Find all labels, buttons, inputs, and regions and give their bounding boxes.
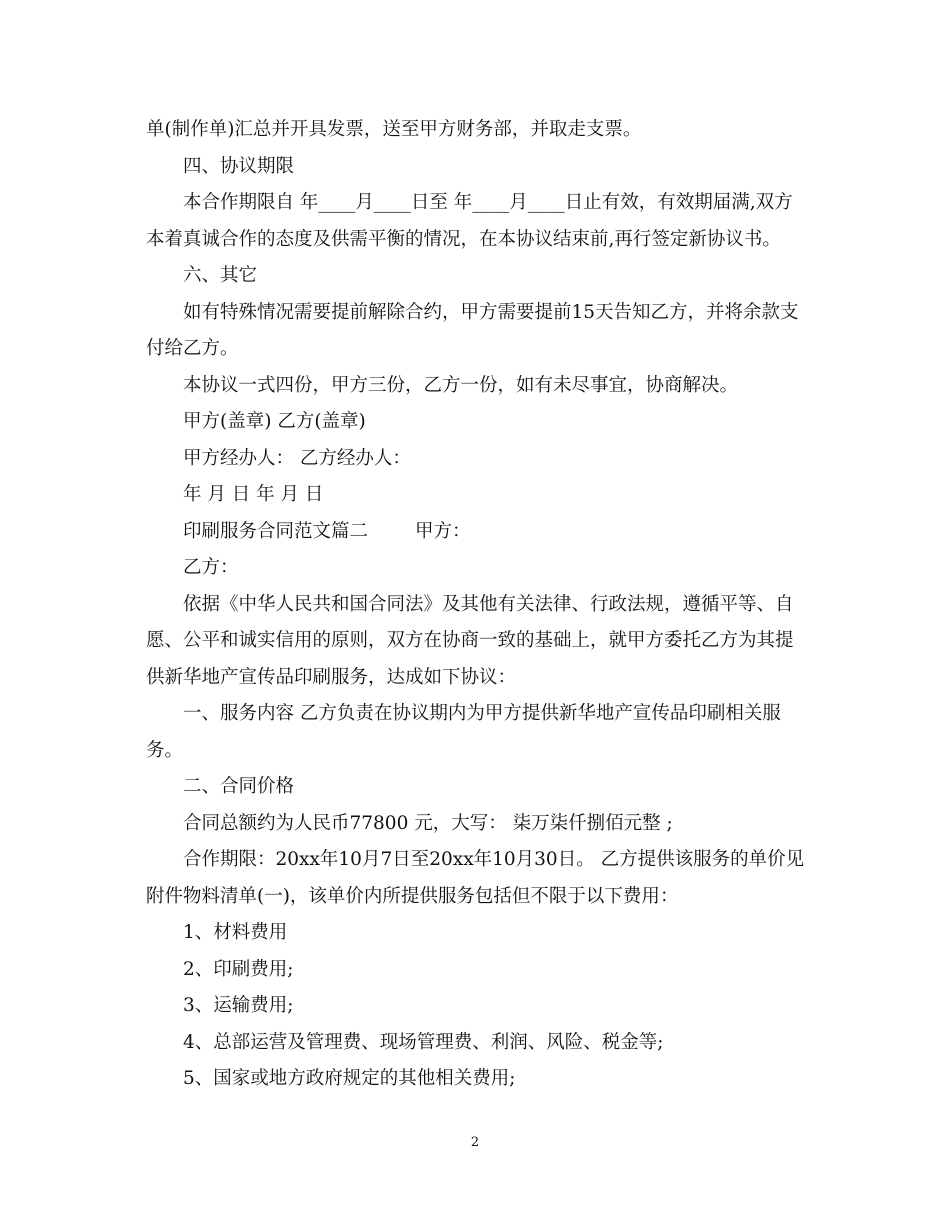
list-item-material-cost: 1、材料费用 <box>183 922 288 943</box>
paragraph-early-termination: 如有特殊情况需要提前解除合约，甲方需要提前15天告知乙方，并将余款支付给乙方。 <box>146 301 799 359</box>
paragraph-cooperation-period: 合作期限：20xx年10月7日至20xx年10月30日。 乙方提供该服务的单价见附件物料清单(一)，该单价内所提供服务包括但不限于以下费用： <box>146 849 805 907</box>
heading-contract-price: 二、合同价格 <box>183 776 295 797</box>
paragraph-invoice-continuation: 单(制作单)汇总并开具发票，送至甲方财务部，并取走支票。 <box>146 119 642 140</box>
paragraph-service-content: 一、服务内容 乙方负责在协议期内为甲方提供新华地产宣传品印刷相关服务。 <box>146 703 781 761</box>
page-number: 2 <box>470 1135 480 1150</box>
list-item-printing-cost: 2、印刷费用; <box>183 958 294 980</box>
heading-agreement-term: 四、协议期限 <box>183 155 295 177</box>
list-item-management-fees: 4、总部运营及管理费、现场管理费、利润、风险、税金等; <box>183 1031 664 1053</box>
paragraph-copies: 本协议一式四份，甲方三份，乙方一份，如有未尽事宜，协商解决。 <box>183 374 739 396</box>
heading-other: 六、其它 <box>183 265 258 286</box>
list-item-transport-cost: 3、运输费用; <box>183 995 294 1016</box>
paragraph-legal-basis: 依据《中华人民共和国合同法》及其他有关法律、行政法规，遵循平等、自愿、公平和诚实信用的原则，双方在协商一致的基础上，就甲方委托乙方为其提供新华地产宣传品印刷服务，达成如下协议： <box>146 593 794 688</box>
signature-handler-line: 甲方经办人： 乙方经办人： <box>183 447 411 469</box>
document-body <box>146 112 810 1098</box>
signature-date-line: 年 月 日 年 月 日 <box>183 484 324 505</box>
paragraph-total-amount: 合同总额约为人民币77800 元，大写： 柒万柒仟捌佰元整 ; <box>183 812 673 834</box>
list-item-government-fees: 5、国家或地方政府规定的其他相关费用; <box>183 1068 516 1089</box>
party-b-line: 乙方： <box>183 557 239 578</box>
signature-seal-line: 甲方(盖章) 乙方(盖章) <box>183 411 366 432</box>
contract-title-party-a: 印刷服务合同范文篇二 甲方： <box>183 520 471 542</box>
paragraph-term-period: 本合作期限自 年____月____日至 年____月____日止有效，有效期届满,双方本着真诚合作的态度及供需平衡的情况，在本协议结束前,再行签定新协议书。 <box>146 192 793 250</box>
